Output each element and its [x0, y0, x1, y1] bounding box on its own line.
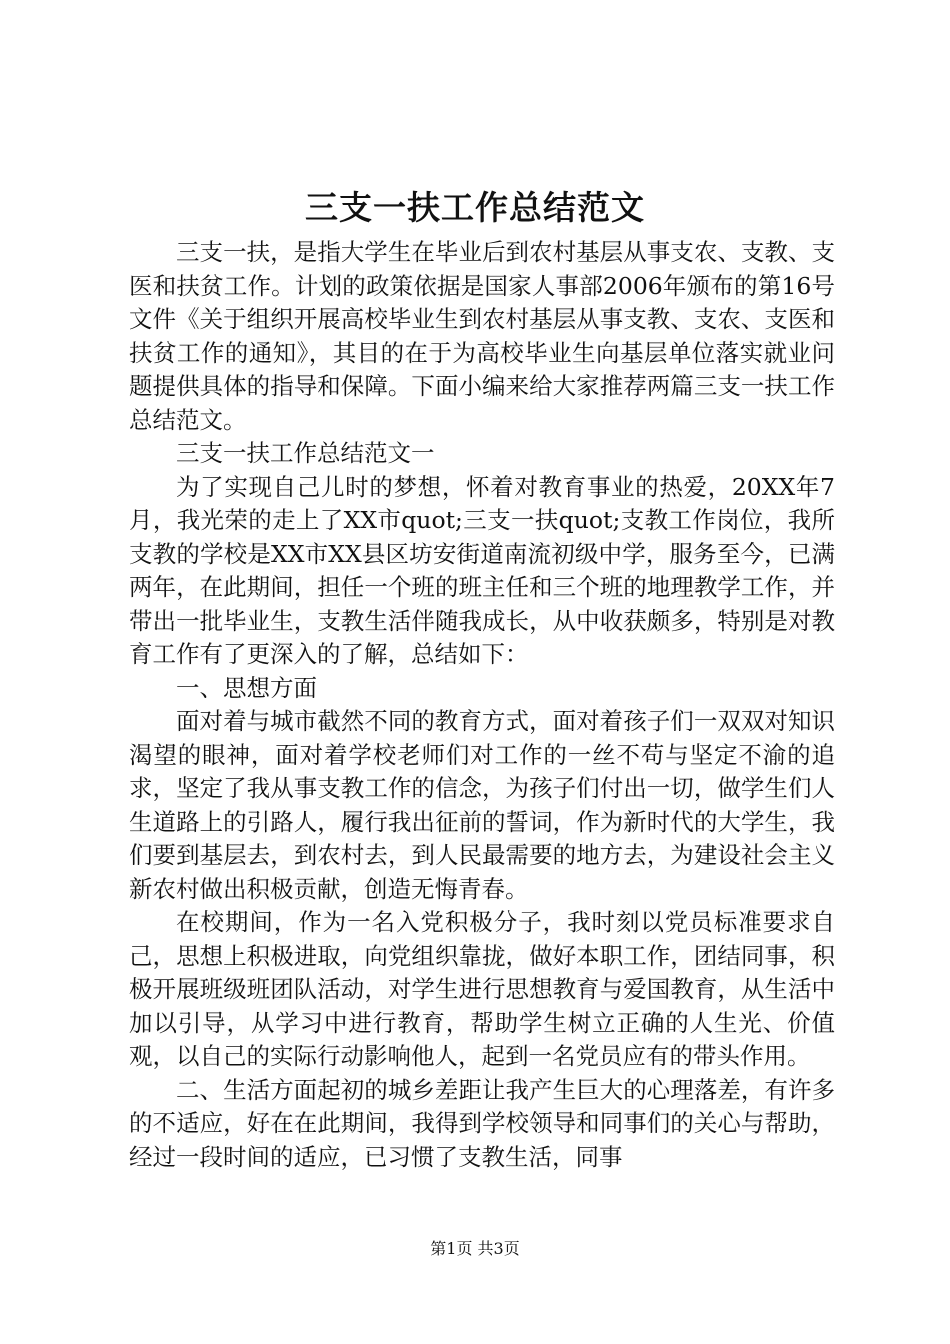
intro-paragraph: 三支一扶，是指大学生在毕业后到农村基层从事支农、支教、支医和扶贫工作。计划的政策依据是国家人事部2006年颁布的第16号文件《关于组织开展高校毕业生到农村基层从事支教、支农、支医和扶贫工作的通知》，其目的在于为高校毕业生向基层单位落实就业问题提供具体的指导和保障。下面小编来给大家推荐两篇三支一扶工作总结范文。	[129, 238, 835, 434]
section-heading-article-one: 三支一扶工作总结范文一	[176, 439, 435, 467]
page-number-footer: 第1页 共3页	[430, 1239, 520, 1258]
body-paragraph: 为了实现自己儿时的梦想，怀着对教育事业的热爱，20XX年7月，我光荣的走上了XX市quot;三支一扶quot;支教工作岗位，我所支教的学校是XX市XX县区坊安街道南流初级中学，服务至今，已满两年，在此期间，担任一个班的班主任和三个班的地理教学工作，并带出一批毕业生，支教生活伴随我成长，从中收获颇多，特别是对教育工作有了更深入的了解，总结如下：	[129, 472, 835, 668]
body-paragraph: 二、生活方面起初的城乡差距让我产生巨大的心理落差，有许多的不适应，好在在此期间，我得到学校领导和同事们的关心与帮助，经过一段时间的适应，已习惯了支教生活，同事	[129, 1075, 835, 1171]
document-title: 三支一扶工作总结范文	[305, 188, 645, 227]
body-paragraph: 在校期间，作为一名入党积极分子，我时刻以党员标准要求自己，思想上积极进取，向党组织靠拢，做好本职工作，团结同事，积极开展班级班团队活动，对学生进行思想教育与爱国教育，从生活中加以引导，从学习中进行教育，帮助学生树立正确的人生光、价值观，以自己的实际行动影响他人，起到一名党员应有的带头作用。	[129, 908, 835, 1070]
section-heading-thought: 一、思想方面	[176, 673, 317, 702]
body-paragraph: 面对着与城市截然不同的教育方式，面对着孩子们一双双对知识渴望的眼神，面对着学校老师们对工作的一丝不苟与坚定不渝的追求，坚定了我从事支教工作的信念，为孩子们付出一切，做学生们人生道路上的引路人，履行我出征前的誓词，作为新时代的大学生，我们要到基层去，到农村去，到人民最需要的地方去，为建设社会主义新农村做出积极贡献，创造无悔青春。	[129, 707, 835, 903]
document-body	[129, 236, 835, 1174]
